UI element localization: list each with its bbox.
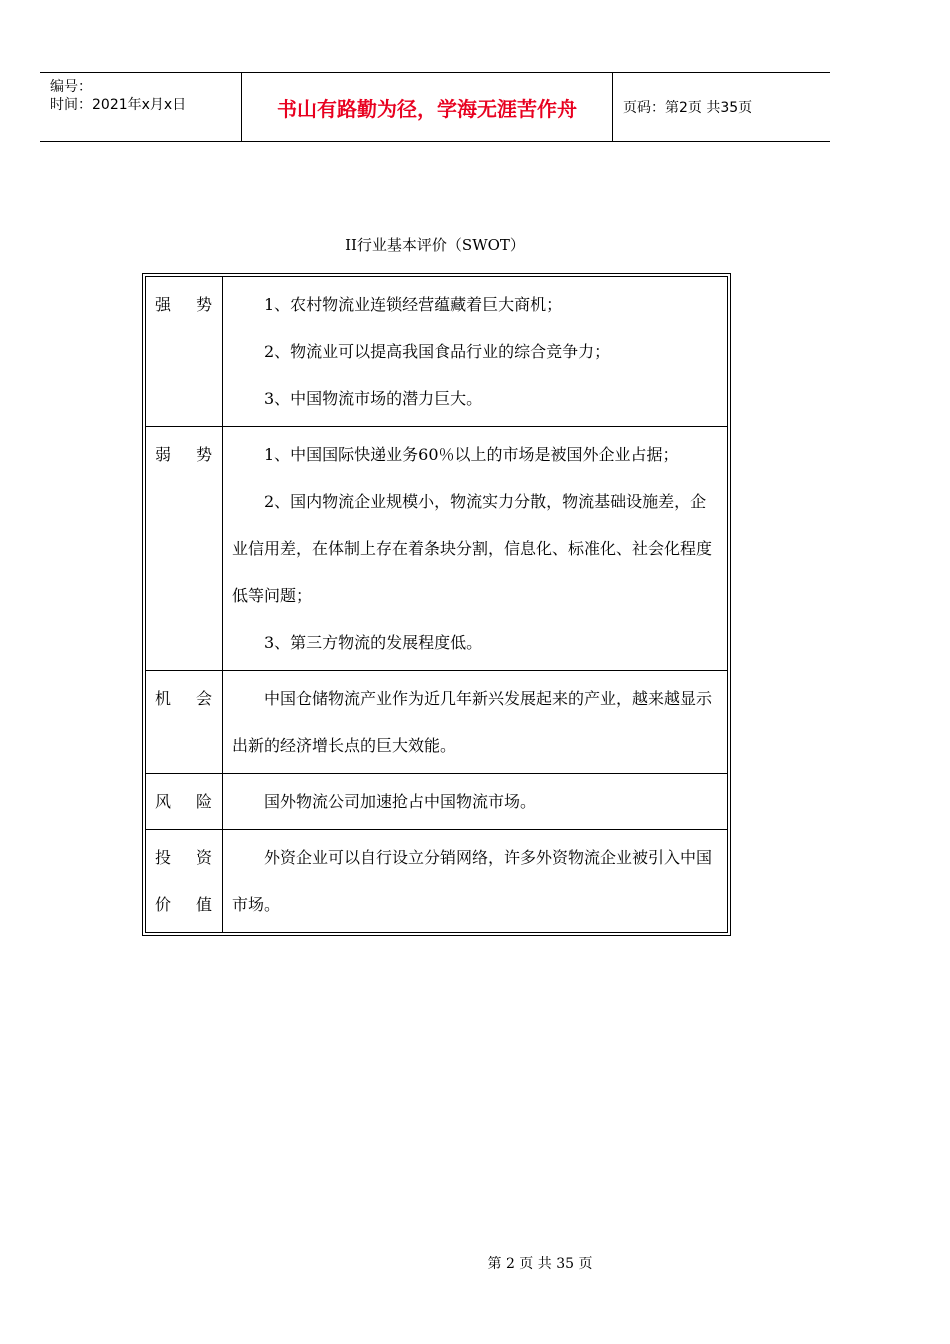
swot-paragraph: 1、中国国际快递业务60％以上的市场是被国外企业占据； xyxy=(264,445,679,464)
swot-label-char: 势 xyxy=(195,445,212,464)
swot-row xyxy=(146,830,728,933)
swot-label-line xyxy=(146,675,222,722)
header-meta xyxy=(40,73,242,141)
swot-label-line xyxy=(146,778,222,825)
swot-label-line xyxy=(146,881,222,928)
swot-paragraph: 2、物流业可以提高我国食品行业的综合竞争力； xyxy=(264,342,611,361)
swot-row-label xyxy=(146,830,223,933)
swot-label-char: 风 xyxy=(155,792,172,811)
swot-row-content xyxy=(223,671,728,774)
swot-paragraph: 1、农村物流业连锁经营蕴藏着巨大商机； xyxy=(264,295,563,314)
swot-label-char: 会 xyxy=(195,689,212,708)
section-title: II行业基本评价（SWOT） xyxy=(345,236,525,254)
swot-paragraph: 外资企业可以自行设立分销网络，许多外资物流企业被引入中国市场。 xyxy=(232,848,713,914)
swot-label-char: 机 xyxy=(155,689,172,708)
swot-row-label xyxy=(146,774,223,830)
swot-grid xyxy=(145,276,728,933)
swot-label-line xyxy=(146,431,222,478)
swot-row-label xyxy=(146,277,223,427)
time-label: 时间：2021年x月x日 xyxy=(50,97,187,113)
swot-paragraph: 3、第三方物流的发展程度低。 xyxy=(264,633,483,652)
swot-label-char: 投 xyxy=(155,848,172,867)
swot-row xyxy=(146,427,728,671)
swot-label-char: 资 xyxy=(195,848,212,867)
page-header xyxy=(40,72,830,142)
swot-row xyxy=(146,774,728,830)
swot-paragraph: 3、中国物流市场的潜力巨大。 xyxy=(264,389,483,408)
swot-row-label xyxy=(146,427,223,671)
swot-label-char: 价 xyxy=(155,895,172,914)
swot-label-char: 势 xyxy=(195,295,212,314)
header-motto: 书山有路勤为径，学海无涯苦作舟 xyxy=(242,73,613,141)
swot-row xyxy=(146,277,728,427)
swot-label-line xyxy=(146,834,222,881)
swot-row xyxy=(146,671,728,774)
swot-label-line xyxy=(146,281,222,328)
header-page-info: 页码：第2页 共35页 xyxy=(623,100,753,116)
swot-label-char: 强 xyxy=(155,295,172,314)
swot-row-label xyxy=(146,671,223,774)
swot-table xyxy=(142,273,731,936)
swot-paragraph: 2、国内物流企业规模小，物流实力分散，物流基础设施差，企业信用差，在体制上存在着条块分割，信息化、标准化、社会化程度低等问题； xyxy=(232,492,713,605)
swot-paragraph: 国外物流公司加速抢占中国物流市场。 xyxy=(264,792,537,811)
swot-paragraph: 中国仓储物流产业作为近几年新兴发展起来的产业，越来越显示出新的经济增长点的巨大效能。 xyxy=(232,689,713,755)
swot-label-char: 险 xyxy=(195,792,212,811)
swot-row-content xyxy=(223,774,728,830)
swot-row-content xyxy=(223,277,728,427)
page-footer: 第 2 页 共 35 页 xyxy=(487,1256,593,1272)
swot-label-char: 弱 xyxy=(155,445,172,464)
number-label: 编号： xyxy=(50,79,92,95)
swot-row-content xyxy=(223,830,728,933)
swot-row-content xyxy=(223,427,728,671)
swot-label-char: 值 xyxy=(195,895,212,914)
